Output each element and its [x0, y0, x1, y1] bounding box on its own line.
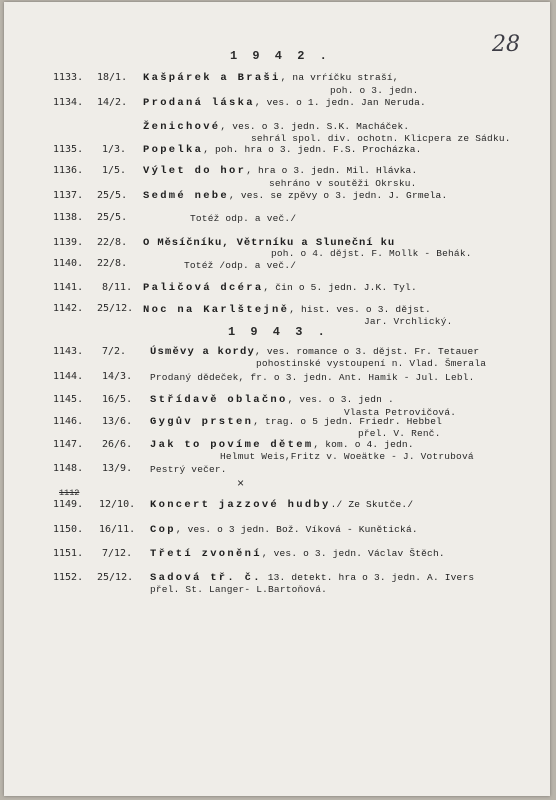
- play-title: Paličová dcéra: [143, 282, 264, 294]
- entry-details: Totéž /odp. a več./: [184, 260, 297, 271]
- play-title: Popelka: [143, 144, 204, 156]
- entry-date: 14/2.: [97, 97, 128, 108]
- entry-date: 7/2.: [102, 346, 127, 357]
- entry-date: 7/12.: [102, 548, 133, 559]
- entry-title-line: [150, 394, 394, 406]
- play-title: Noc na Karlštejně: [143, 304, 290, 316]
- entry-date: 25/5.: [97, 212, 128, 223]
- play-title: Kašpárek a Braši: [143, 72, 281, 84]
- entry-continuation: pohostinské vystoupení n. Vlad. Šmerala: [256, 358, 487, 369]
- entry-details: ./ Ze Skutče./: [330, 499, 414, 510]
- entry-date: 25/5.: [97, 190, 128, 201]
- entry-details: , ves. o 3. jedn. S.K. Macháček.: [220, 121, 410, 132]
- entry-title-line: [143, 282, 417, 294]
- entry-number: 1147.: [53, 439, 84, 450]
- entry-details: , ves. romance o 3. dějst. Fr. Tetauer: [255, 346, 480, 357]
- play-title: Úsměvy a kordy: [150, 346, 256, 358]
- entry-details: , čin o 5. jedn. J.K. Tyl.: [263, 282, 417, 293]
- entry-details: , poh. hra o 3. jedn. F.S. Procházka.: [203, 144, 422, 155]
- entry-details: Totéž odp. a več./: [190, 213, 297, 224]
- entry-number: 1144.: [53, 371, 84, 382]
- entry-title-line: [150, 346, 479, 358]
- entry-title-line: [143, 165, 417, 177]
- entry-title-line: [143, 97, 426, 109]
- entry-date: 26/6.: [102, 439, 133, 450]
- entry-details: , hist. ves. o 3. dějst.: [289, 304, 431, 315]
- entry-details: 13. detekt. hra o 3. jedn. A. Ivers: [261, 572, 475, 583]
- play-title: Gygův prsten: [150, 416, 254, 428]
- entry-date: 18/1.: [97, 72, 128, 83]
- entry-continuation: sehrál spol. div. ochotn. Klicpera ze Sádku.: [251, 133, 511, 144]
- entry-number: 1137.: [53, 190, 84, 201]
- entry-continuation: přel. St. Langer- L.Bartoňová.: [150, 584, 328, 595]
- entry-number: 1135.: [53, 144, 84, 155]
- play-title: Sedmé nebe: [143, 190, 230, 202]
- play-title: Cop: [150, 524, 176, 536]
- entry-details: , na vrŕíčku straší,: [280, 72, 399, 83]
- entry-details: , ves. se zpěvy o 3. jedn. J. Grmela.: [229, 190, 448, 201]
- entry-number: 1141.: [53, 282, 84, 293]
- entry-number: 1148.: [53, 463, 84, 474]
- entry-details: , kom. o 4. jedn.: [313, 439, 414, 450]
- entry-date: 13/6.: [102, 416, 133, 427]
- entry-title-line: [150, 499, 413, 511]
- entry-date: 22/8.: [97, 237, 128, 248]
- entry-date: 8/11.: [102, 282, 133, 293]
- entry-date: 14/3.: [102, 371, 133, 382]
- entry-continuation: Helmut Weis,Fritz v. Woeätke - J. Votrubová: [220, 451, 474, 462]
- entry-number: 1151.: [53, 548, 84, 559]
- play-title: Výlet do hor: [143, 165, 247, 177]
- entry-number: 1140.: [53, 258, 84, 269]
- play-title: Střídavě oblačno: [150, 394, 288, 406]
- entry-date: 22/8.: [97, 258, 128, 269]
- entry-number: 1145.: [53, 394, 84, 405]
- entry-continuation: sehráno v soutěži Okrsku.: [269, 178, 417, 189]
- entry-date: 25/12.: [97, 303, 134, 314]
- entry-number: 1133.: [53, 72, 84, 83]
- entry-number: 1134.: [53, 97, 84, 108]
- entry-number: 1152.: [53, 572, 84, 583]
- entry-date: 12/10.: [99, 499, 136, 510]
- entry-details: , ves. o 3 jedn. Bož. Víková - Kunětická.: [175, 524, 418, 535]
- entry-continuation: Jar. Vrchlický.: [364, 316, 453, 327]
- entry-number: 1136.: [53, 165, 84, 176]
- entry-number: 1149.: [53, 499, 84, 510]
- entry-title-line: [150, 416, 442, 428]
- entry-number: 1139.: [53, 237, 84, 248]
- entry-details: Prodaný dědeček, fr. o 3. jedn. Ant. Hamik - Jul. Lebl.: [150, 372, 475, 383]
- play-title: Prodaná láska: [143, 97, 255, 109]
- entry-title-line: [143, 144, 422, 156]
- entry-continuation: poh. o 3. jedn.: [330, 85, 419, 96]
- entry-title-line: [143, 304, 431, 316]
- entry-date: 1/5.: [102, 165, 127, 176]
- document-page: [4, 2, 550, 796]
- entry-number: 1143.: [53, 346, 84, 357]
- entry-date: 13/9.: [102, 463, 133, 474]
- entry-title-line: [143, 121, 409, 133]
- entry-details: Pestrý večer.: [150, 464, 227, 475]
- entry-title-line: [150, 439, 414, 451]
- play-title: Koncert jazzové hudby: [150, 499, 331, 511]
- entry-number: 1150.: [53, 524, 84, 535]
- entry-date: 1/3.: [102, 144, 127, 155]
- entry-continuation: poh. o 4. dějst. F. Mollk - Behák.: [271, 248, 472, 259]
- play-title: Ženichové: [143, 121, 221, 133]
- entry-details: , trag. o 5 jedn. Friedr. Hebbel: [253, 416, 443, 427]
- entry-continuation: Vlasta Petrovičová.: [344, 407, 457, 418]
- entry-title-line: [143, 190, 447, 202]
- play-title: Jak to povíme dětem: [150, 439, 314, 451]
- margin-cross-mark: ×: [237, 477, 245, 491]
- entry-date: 25/12.: [97, 572, 134, 583]
- play-title: Sadová tř. č.: [150, 572, 262, 584]
- entry-number: 1138.: [53, 212, 84, 223]
- entry-details: , ves. o 1. jedn. Jan Neruda.: [254, 97, 426, 108]
- entry-date: 16/5.: [102, 394, 133, 405]
- entry-details: , ves. o 3. jedn. Václav Štěch.: [261, 548, 445, 559]
- play-title: Třetí zvonění: [150, 548, 262, 560]
- year-heading-1943: 1 9 4 3 .: [228, 325, 329, 339]
- handwritten-page-number: 28: [492, 32, 520, 57]
- entry-continuation: přel. V. Renč.: [358, 428, 441, 439]
- entry-title-line: [150, 572, 474, 584]
- entry-details: , ves. o 3. jedn .: [287, 394, 394, 405]
- struck-out-number: 1112: [59, 488, 80, 498]
- entry-details: , hra o 3. jedn. Mil. Hlávka.: [246, 165, 418, 176]
- entry-date: 16/11.: [99, 524, 136, 535]
- entry-number: 1146.: [53, 416, 84, 427]
- play-title: O Měsíčníku, Větrníku a Sluneční ku: [143, 237, 396, 249]
- entry-number: 1142.: [53, 303, 84, 314]
- year-heading-1942: 1 9 4 2 .: [230, 49, 331, 63]
- entry-title-line: [150, 524, 418, 536]
- entry-title-line: [150, 548, 445, 560]
- entry-title-line: [143, 72, 399, 84]
